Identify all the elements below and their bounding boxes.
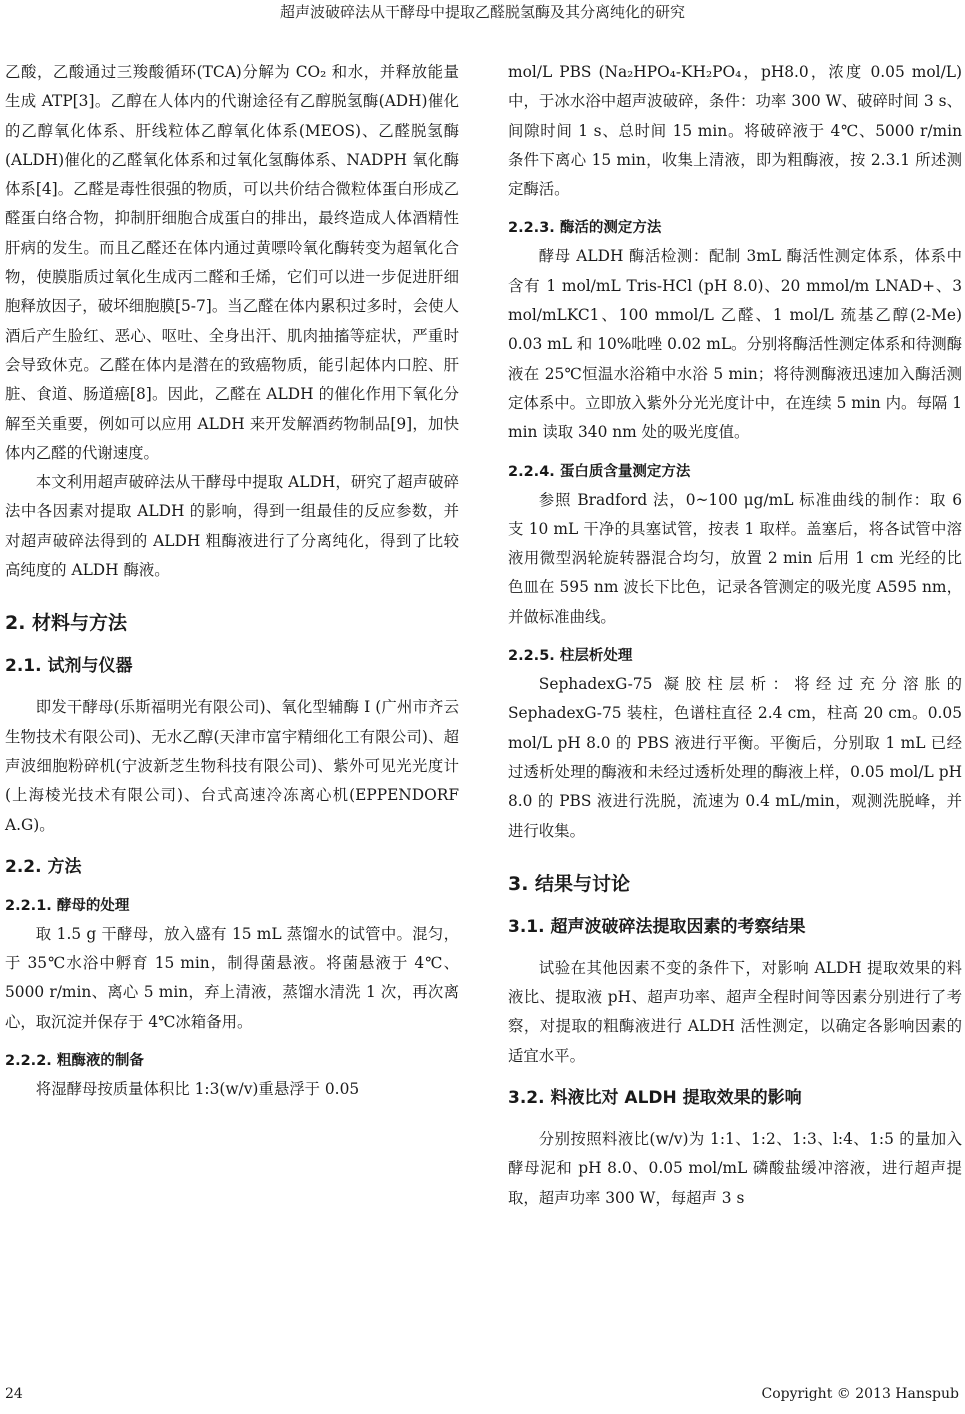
section-heading-materials-methods: 2. 材料与方法 — [5, 612, 128, 635]
crude-enzyme-paragraph-cont: mol/L PBS (Na₂HPO₄-KH₂PO₄，pH8.0，浓度 0.05 mol/L)中，于冰水浴中超声波破碎，条件：功率 300 W、破碎时间 3 s、间隙时间 1 s、总时间 15 min。将破碎液于 4℃、5000 r/min 条件下离心 15 min，收集上清液，即为粗酶液，按 2.3.1 所述测定酶活。 — [508, 63, 962, 199]
subsection-heading-methods: 2.2. 方法 — [5, 856, 82, 877]
subsection-heading-reagents: 2.1. 试剂与仪器 — [5, 656, 133, 677]
column-paragraph: SephadexG-75 凝胶柱层析：将经过充分溶胀的 SephadexG-75 装柱，色谱柱直径 2.4 cm，柱高 20 cm。0.05 mol/L pH 8.0 的 PBS 液进行平衡。平衡后，分别取 1 mL 已经过透析处理的酶液和未经过透析处理的酶液上样，0.05 mol/L pH 8.0 的 PBS 液进行洗脱，流速为 0.4 mL/min，观测洗脱峰，并进行收集。 — [508, 675, 962, 840]
intro-paragraph-1: 乙酸，乙酸通过三羧酸循环(TCA)分解为 CO₂ 和水，并释放能量生成 ATP[3]。乙醇在人体内的代谢途径有乙醇脱氢酶(ADH)催化的乙醇氧化体系、肝线粒体乙醇氧化体系(MEOS)、乙醛脱氢酶(ALDH)催化的乙醛氧化体系和过氧化氢酶体系、NADPH 氧化酶体系[4]。乙醛是毒性很强的物质，可以共价结合微粒体蛋白形成乙醛蛋白络合物，抑制肝细胞合成蛋白的排出，最终造成人体酒精性肝病的发生。而且乙醛还在体内通过黄嘌呤氧化酶转变为超氧化合物，使膜脂质过氧化生成丙二醛和壬烯，它们可以进一步促进肝细胞释放因子，破坏细胞膜[5-7]。当乙醛在体内累积过多时，会使人酒后产生脸红、恶心、呕吐、全身出汗、肌肉抽搐等症状，严重时会导致休克。乙醛在体内是潜在的致癌物质，能引起体内口腔、肝脏、食道、肠道癌[8]。因此，乙醛在 ALDH 的催化作用下氧化分解至关重要，例如可以应用 ALDH 来开发解酒药物制品[9]，加快体内乙醛的代谢速度。 — [5, 63, 459, 462]
protein-assay-paragraph: 参照 Bradford 法，0~100 μg/mL 标准曲线的制作：取 6 支 10 mL 干净的具塞试管，按表 1 取样。盖塞后，将各试管中溶液用微型涡轮旋转器混合均匀，放置 2 min 后用 1 cm 光经的比色皿在 595 nm 波长下比色，记录各管测定的吸光度 A595 nm，并做标准曲线。 — [508, 490, 962, 626]
copyright-notice: Copyright © 2013 Hanspub — [761, 1386, 959, 1402]
subsubsection-heading-yeast: 2.2.1. 酵母的处理 — [5, 897, 130, 914]
page-number: 24 — [5, 1386, 23, 1402]
yeast-paragraph: 取 1.5 g 干酵母，放入盛有 15 mL 蒸馏水的试管中。混匀，于 35℃水浴中孵育 15 min，制得菌悬液。将菌悬液于 4℃、5000 r/min、离心 5 min，弃上清液，蒸馏水清洗 1 次，再次离心，取沉淀并保存于 4℃冰箱备用。 — [5, 924, 459, 1031]
subsection-heading-ratio: 3.2. 料液比对 ALDH 提取效果的影响 — [508, 1088, 802, 1109]
subsubsection-heading-protein-assay: 2.2.4. 蛋白质含量测定方法 — [508, 463, 691, 480]
left-column — [5, 58, 459, 1104]
section-heading-results: 3. 结果与讨论 — [508, 872, 631, 895]
intro-paragraph-2: 本文利用超声破碎法从干酵母中提取 ALDH，研究了超声破碎法中各因素对提取 ALDH 的影响，得到一组最佳的反应参数，并对超声破碎法得到的 ALDH 粗酶液进行了分离纯化，得到了比较高纯度的 ALDH 酶液。 — [5, 473, 459, 580]
subsubsection-heading-crude-enzyme: 2.2.2. 粗酶液的制备 — [5, 1053, 144, 1070]
subsection-heading-factors: 3.1. 超声波破碎法提取因素的考察结果 — [508, 916, 806, 937]
subsubsection-heading-column: 2.2.5. 柱层析处理 — [508, 648, 633, 665]
factors-paragraph: 试验在其他因素不变的条件下，对影响 ALDH 提取效果的料液比、提取液 pH、超声功率、超声全程时间等因素分别进行了考察，对提取的粗酶液进行 ALDH 活性测定，以确定各影响因素的适宜水平。 — [508, 958, 962, 1065]
crude-enzyme-paragraph: 将湿酵母按质量体积比 1:3(w/v)重悬浮于 0.05 — [35, 1080, 360, 1099]
reagents-paragraph: 即发干酵母(乐斯福明光有限公司)、氧化型辅酶 I (广州市齐云生物技术有限公司)、无水乙醇(天津市富宇精细化工有限公司)、超声波细胞粉碎机(宁波新芝生物科技有限公司)、紫外可见光光度计(上海棱光技术有限公司)、台式高速冷冻离心机(EPPENDORF A.G)。 — [5, 698, 459, 834]
running-header: 超声波破碎法从干酵母中提取乙醛脱氢酶及其分离纯化的研究 — [279, 3, 685, 21]
enzyme-assay-paragraph: 酵母 ALDH 酶活检测：配制 3mL 酶活性测定体系，体系中含有 1 mol/mL Tris-HCl (pH 8.0)、20 mmol/m LNAD+、3 mol/mLKC1、100 mmol/L 乙醛、1 mol/L 巯基乙醇(2-Me) 0.03 mL 和 10%吡唑 0.02 mL。分别将酶活性测定体系和待测酶液在 25℃恒温水浴箱中水浴 5 min；将待测酶液迅速加入酶活测定体系中。立即放入紫外分光光度计中，在连续 5 min 内。每隔 1 min 读取 340 nm 处的吸光度值。 — [508, 247, 962, 442]
ratio-paragraph: 分别按照料液比(w/v)为 1:1、1:2、1:3、l:4、1:5 的量加入酵母泥和 pH 8.0、0.05 mol/mL 磷酸盐缓冲溶液，进行超声提取，超声功率 300 W，每超声 3 s — [508, 1130, 962, 1207]
right-column — [508, 58, 962, 1213]
subsubsection-heading-enzyme-assay: 2.2.3. 酶活的测定方法 — [508, 220, 662, 237]
